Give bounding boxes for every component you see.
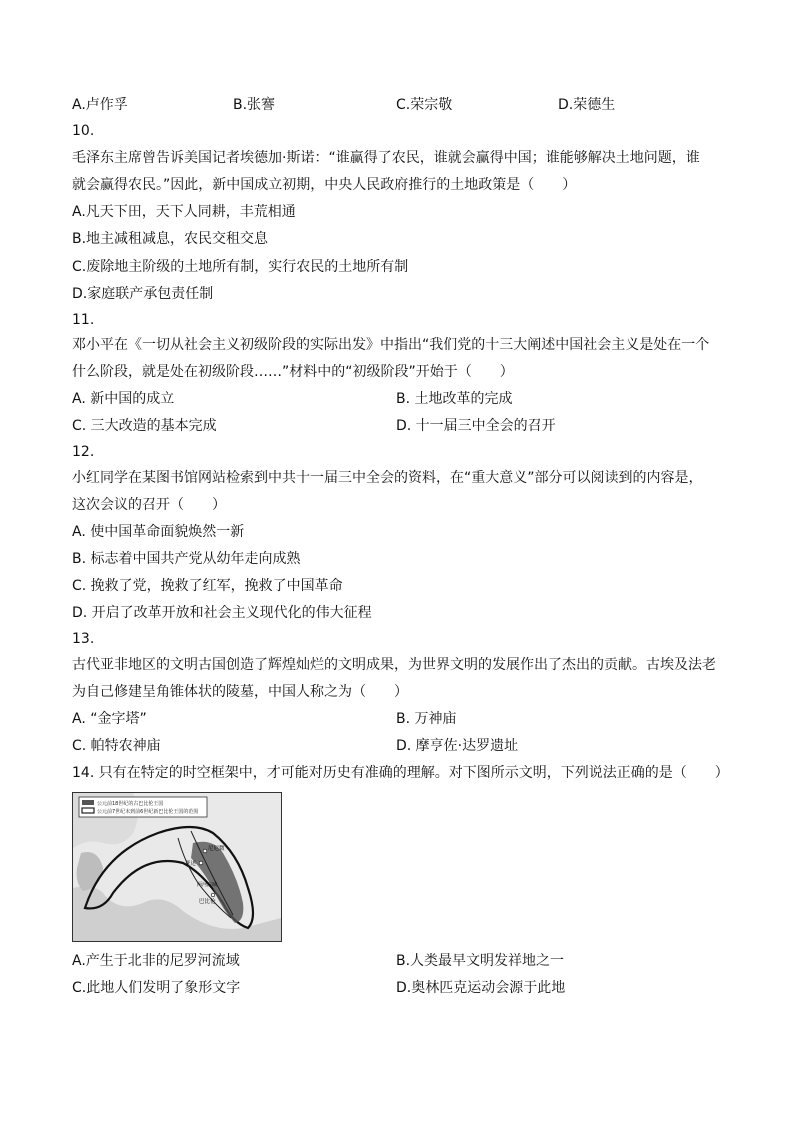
q11-option-a: A. 新中国的成立 (72, 391, 175, 407)
label-assyria: 亚述 (185, 861, 197, 867)
q13-option-b: B. 万神庙 (396, 711, 457, 727)
q11-option-c: C. 三大改造的基本完成 (72, 418, 217, 434)
nineveh-marker (203, 849, 207, 853)
q10-option-d: D.家庭联产承包责任制 (72, 286, 214, 302)
q13-number: 13. (72, 631, 95, 647)
q13-stem-line-2: 为自己修建呈角锥体状的陵墓，中国人称之为（ ） (72, 684, 408, 700)
label-mesopotamia: 两河流域 (197, 882, 218, 888)
q14-option-c: C.此地人们发明了象形文字 (72, 980, 241, 996)
q9-option-d: D.荣德生 (558, 97, 616, 113)
q13-option-d: D. 摩亨佐·达罗遗址 (396, 738, 519, 754)
babylon-marker (211, 893, 215, 897)
q10-stem-line-1: 毛泽东主席曾告诉美国记者埃德加·斯诺：“谁赢得了农民，谁就会赢得中国；谁能够解决土地问题，谁 (72, 150, 700, 166)
q12-option-d: D. 开启了改革开放和社会主义现代化的伟大征程 (72, 605, 372, 621)
legend-swatch-old-babylon (82, 800, 94, 805)
map-figure (73, 793, 281, 941)
q14-option-b: B.人类最早文明发祥地之一 (396, 953, 565, 969)
q14-option-a: A.产生于北非的尼罗河流域 (72, 953, 240, 969)
q11-option-d: D. 十一届三中全会的召开 (396, 418, 556, 434)
q13-stem-line-1: 古代亚非地区的文明古国创造了辉煌灿烂的文明成果，为世界文明的发展作出了杰出的贡献。古埃及法老 (72, 657, 716, 673)
q11-stem-line-1: 邓小平在《一切从社会主义初级阶段的实际出发》中指出“我们党的十三大阐述中国社会主义是处在一个 (72, 337, 710, 353)
label-babylon: 巴比伦 (199, 899, 216, 905)
q13-option-a: A. “金字塔” (72, 711, 147, 727)
q9-option-a: A.卢作孚 (72, 97, 128, 113)
q10-option-a: A.凡天下田，天下人同耕，丰荒相通 (72, 204, 296, 220)
legend-label-2: 公元前7世纪末到前6世纪新巴比伦王国的范围 (97, 809, 199, 815)
q9-option-c: C.荣宗敬 (396, 97, 453, 113)
mesopotamia-map (72, 792, 282, 942)
q9-option-b: B.张謇 (233, 97, 276, 113)
q14-stem: 14. 只有在特定的时空框架中，才可能对历史有准确的理解。对下图所示文明，下列说法正确的是（ ） (72, 765, 729, 781)
assyria-marker (199, 861, 203, 865)
q11-number: 11. (72, 312, 95, 328)
q14-option-d: D.奥林匹克运动会源于此地 (396, 980, 566, 996)
q12-stem-line-1: 小红同学在某图书馆网站检索到中共十一届三中全会的资料，在“重大意义”部分可以阅读到的内容是， (72, 470, 703, 486)
legend-swatch-new-babylon (82, 808, 94, 813)
q13-option-c: C. 帕特农神庙 (72, 738, 161, 754)
q12-stem-line-2: 这次会议的召开（ ） (72, 497, 226, 513)
q11-stem-line-2: 什么阶段，就是处在初级阶段……”材料中的“初级阶段”开始于（ ） (72, 364, 514, 380)
q10-option-c: C.废除地主阶级的土地所有制，实行农民的土地所有制 (72, 259, 409, 275)
q12-option-c: C. 挽救了党，挽救了红军，挽救了中国革命 (72, 578, 343, 594)
q12-option-b: B. 标志着中国共产党从幼年走向成熟 (72, 551, 301, 567)
q10-option-b: B.地主减租减息，农民交租交息 (72, 231, 269, 247)
q10-stem-line-2: 就会赢得农民。”因此，新中国成立初期，中央人民政府推行的土地政策是（ ） (72, 177, 577, 193)
q12-number: 12. (72, 444, 95, 460)
q12-option-a: A. 使中国革命面貌焕然一新 (72, 524, 245, 540)
legend-label-1: 公元前18世纪的古巴比伦王国 (97, 801, 164, 807)
q10-number: 10. (72, 123, 95, 139)
label-nineveh: 尼尼微 (208, 846, 225, 852)
q11-option-b: B. 土地改革的完成 (396, 391, 513, 407)
